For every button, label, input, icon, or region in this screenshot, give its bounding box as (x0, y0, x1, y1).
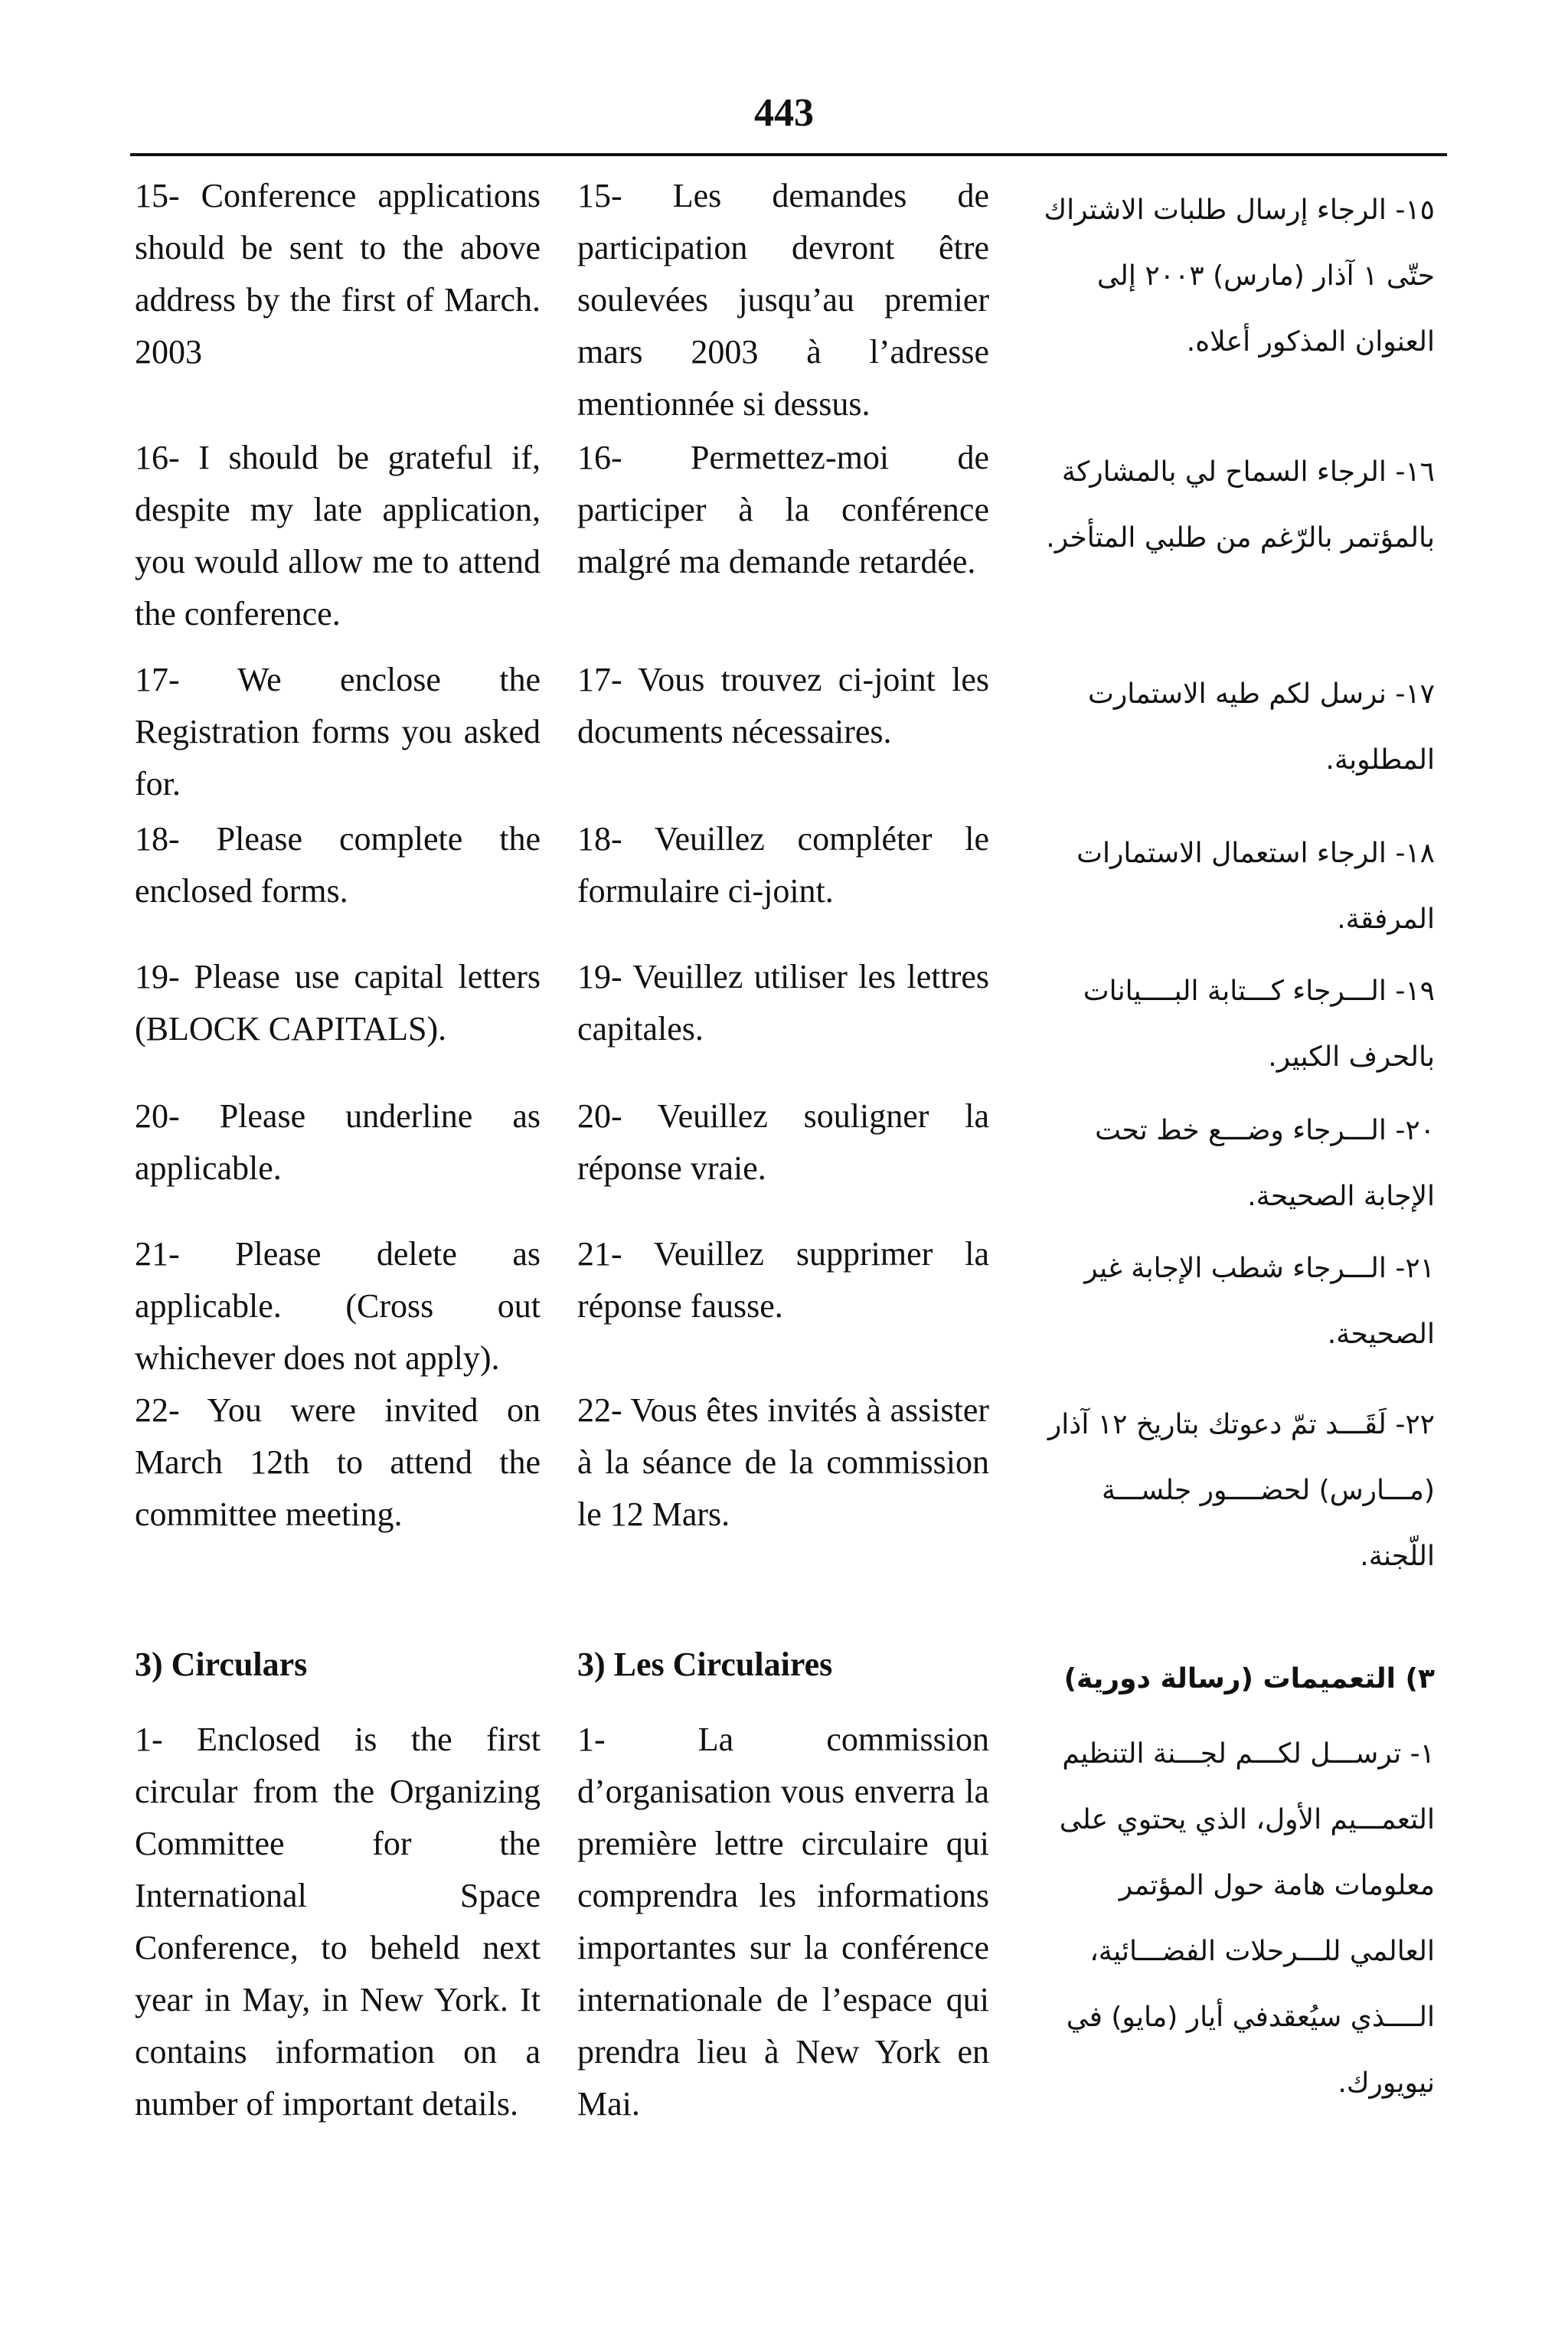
arabic-text: ١٧- نرسل لكم طيه الاستمارت المطلوبة. (1088, 678, 1435, 776)
english-text: 16- I should be grateful if, despite my late application, you would allow me to attend the conference. (135, 439, 541, 632)
english-text: 20- Please underline as applicable. (135, 1097, 541, 1187)
english-text: 19- Please use capital letters (BLOCK CAPITALS). (135, 958, 541, 1048)
header-rule (130, 153, 1447, 156)
english-text: 15- Conference applications should be sent to the above address by the first of March. 2003 (135, 177, 541, 371)
english-text: 1- Enclosed is the first circular from the Organizing Committee for the International Space Conference, to beheld next year in May, in New York. It contains information on a number of important details. (135, 1721, 541, 2123)
english-text: 21- Please delete as applicable. (Cross out whichever does not apply). (135, 1235, 541, 1377)
english-text: 17- We enclose the Registration forms you asked for. (135, 661, 541, 802)
french-text: 16- Permettez-moi de participer à la conférence malgré ma demande retardée. (577, 439, 989, 580)
french-text: 19- Veuillez utiliser les lettres capitales. (577, 958, 989, 1048)
french-text: 20- Veuillez souligner la réponse vraie. (577, 1097, 989, 1187)
french-text: 21- Veuillez supprimer la réponse fausse. (577, 1235, 989, 1325)
section-title-french: 3) Les Circulaires (577, 1646, 833, 1683)
english-text: 18- Please complete the enclosed forms. (135, 820, 541, 910)
arabic-text: ١- ترســـل لكـــم لجـــنة التنظيم التعمـــيم الأول، الذي يحتوي على معلومات هامة حول المؤتمر العالمي للـــرحلات الفضـــائية، الــــذي سيُعقدفي أيار (مايو) في نيويورك. (1059, 1738, 1435, 2099)
page-number: 443 (754, 91, 814, 135)
arabic-text: ١٦- الرجاء السماح لي بالمشاركة بالمؤتمر بالرّغم من طلبي المتأخر. (1046, 456, 1435, 554)
french-text: 22- Vous êtes invités à assister à la séance de la commission le 12 Mars. (577, 1391, 989, 1533)
french-text: 17- Vous trouvez ci-joint les documents nécessaires. (577, 661, 989, 750)
section-title-arabic: ٣) التعميمات (رسالة دورية) (1063, 1663, 1435, 1695)
section-title-english: 3) Circulars (135, 1646, 308, 1683)
arabic-text: ١٨- الرجاء استعمال الاستمارات المرفقة. (1076, 838, 1435, 935)
arabic-text: ١٥- الرجاء إرسال طلبات الاشتراك حتّى ١ آذار (مارس) ٢٠٠٣ إلى العنوان المذكور أعلاه. (1044, 194, 1435, 358)
arabic-text: ٢١- الـــرجاء شطب الإجابة غير الصحيحة. (1084, 1253, 1435, 1350)
french-text: 18- Veuillez compléter le formulaire ci-joint. (577, 820, 989, 910)
english-text: 22- You were invited on March 12th to attend the committee meeting. (135, 1391, 541, 1533)
arabic-text: ١٩- الـــرجاء كـــتابة البــــيانات بالحرف الكبير. (1083, 976, 1435, 1073)
arabic-text: ٢٠- الـــرجاء وضـــع خط تحت الإجابة الصحيحة. (1095, 1115, 1435, 1212)
arabic-text: ٢٢- لَقَـــد تمّ دعوتك بتاريخ ١٢ آذار (مـــارس) لحضــــور جلســـة اللّجنة. (1047, 1409, 1435, 1572)
french-text: 15- Les demandes de participation devront être soulevées jusqu’au premier mars 2003 à l’adresse mentionnée si dessus. (577, 177, 989, 423)
french-text: 1- La commission d’organisation vous enverra la première lettre circulaire qui comprendra les informations importantes sur la conférence internationale de l’espace qui prendra lieu à New York en Mai. (577, 1721, 989, 2123)
